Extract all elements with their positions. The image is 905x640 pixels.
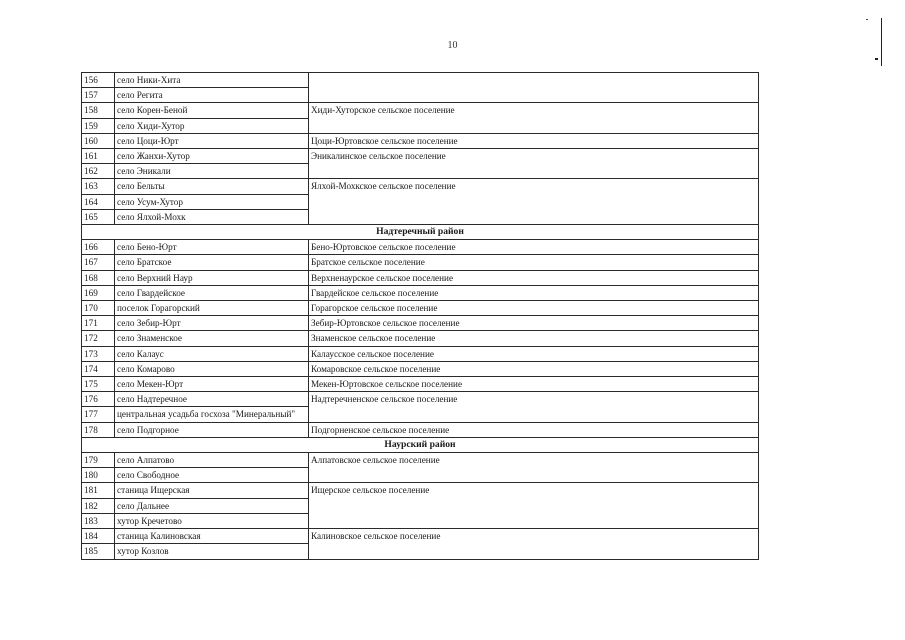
settlement-name: Зебир-Юртовское сельское поселение [309, 316, 759, 331]
row-number: 172 [82, 331, 115, 346]
settlement-name: Калиновское сельское поселение [309, 529, 759, 559]
table-row [82, 453, 759, 468]
locality-name: станица Калиновская [115, 529, 309, 544]
table-row [82, 285, 759, 300]
settlement-name: Мекен-Юртовское сельское поселение [309, 377, 759, 392]
locality-name: село Братское [115, 255, 309, 270]
settlement-name [309, 73, 759, 103]
settlement-name: Гвардейское сельское поселение [309, 285, 759, 300]
table-row [82, 346, 759, 361]
table-row [82, 301, 759, 316]
settlement-name: Подгорненское сельское поселение [309, 422, 759, 437]
row-number: 176 [82, 392, 115, 407]
locality-name: село Усум-Хутор [115, 194, 309, 209]
settlement-name: Надтеречненское сельское поселение [309, 392, 759, 422]
row-number: 166 [82, 240, 115, 255]
table-row [82, 103, 759, 118]
settlement-name: Ялхой-Мохкское сельское поселение [309, 179, 759, 225]
row-number: 167 [82, 255, 115, 270]
row-number: 185 [82, 544, 115, 559]
locality-name: село Зебир-Юрт [115, 316, 309, 331]
row-number: 173 [82, 346, 115, 361]
table-row [82, 149, 759, 164]
locality-name: село Бельты [115, 179, 309, 194]
row-number: 174 [82, 361, 115, 376]
table-row [82, 422, 759, 437]
row-number: 158 [82, 103, 115, 118]
district-title: Наурский район [82, 437, 759, 452]
table-row [82, 331, 759, 346]
locality-name: село Ники-Хита [115, 73, 309, 88]
settlement-name: Верхненаурское сельское поселение [309, 270, 759, 285]
locality-name: село Корен-Беной [115, 103, 309, 118]
page-number: 10 [447, 40, 458, 51]
settlement-name: Комаровское сельское поселение [309, 361, 759, 376]
row-number: 164 [82, 194, 115, 209]
row-number: 175 [82, 377, 115, 392]
row-number: 184 [82, 529, 115, 544]
district-title: Надтеречный район [82, 225, 759, 240]
row-number: 170 [82, 301, 115, 316]
settlement-name: Эникалинское сельское поселение [309, 149, 759, 179]
locality-name: станица Ищерская [115, 483, 309, 498]
table-row [82, 133, 759, 148]
table-row [82, 377, 759, 392]
locality-name: село Хиди-Хутор [115, 118, 309, 133]
locality-name: село Знаменское [115, 331, 309, 346]
table-row [82, 483, 759, 498]
locality-name: село Цоци-Юрт [115, 133, 309, 148]
row-number: 182 [82, 498, 115, 513]
locality-name: село Бено-Юрт [115, 240, 309, 255]
row-number: 163 [82, 179, 115, 194]
table-row [82, 255, 759, 270]
locality-name: село Гвардейское [115, 285, 309, 300]
settlement-name: Горагорское сельское поселение [309, 301, 759, 316]
register-body [82, 73, 759, 560]
locality-name: село Мекен-Юрт [115, 377, 309, 392]
table-row [82, 529, 759, 544]
locality-name: село Эникали [115, 164, 309, 179]
row-number: 178 [82, 422, 115, 437]
locality-name: село Ялхой-Мохк [115, 209, 309, 224]
row-number: 160 [82, 133, 115, 148]
table-row [82, 179, 759, 194]
district-header-row [82, 437, 759, 452]
row-number: 169 [82, 285, 115, 300]
locality-name: центральная усадьба госхоза "Минеральный" [115, 407, 309, 422]
row-number: 181 [82, 483, 115, 498]
row-number: 159 [82, 118, 115, 133]
locality-name: село Дальнее [115, 498, 309, 513]
table-row [82, 392, 759, 407]
table-row [82, 316, 759, 331]
table-row [82, 270, 759, 285]
settlement-name: Хиди-Хуторское сельское поселение [309, 103, 759, 133]
row-number: 157 [82, 88, 115, 103]
table-row [82, 240, 759, 255]
settlement-name: Бено-Юртовское сельское поселение [309, 240, 759, 255]
locality-name: село Свободное [115, 468, 309, 483]
row-number: 162 [82, 164, 115, 179]
locality-name: село Калаус [115, 346, 309, 361]
scan-artifact-dot [875, 58, 878, 60]
locality-name: село Подгорное [115, 422, 309, 437]
row-number: 156 [82, 73, 115, 88]
settlement-name: Цоци-Юртовское сельское поселение [309, 133, 759, 148]
locality-name: хутор Козлов [115, 544, 309, 559]
settlement-name: Знаменское сельское поселение [309, 331, 759, 346]
row-number: 171 [82, 316, 115, 331]
row-number: 168 [82, 270, 115, 285]
row-number: 161 [82, 149, 115, 164]
locality-name: село Верхний Наур [115, 270, 309, 285]
locality-name: село Надтеречное [115, 392, 309, 407]
row-number: 179 [82, 453, 115, 468]
row-number: 165 [82, 209, 115, 224]
scan-artifact-line [881, 18, 882, 66]
locality-name: село Регита [115, 88, 309, 103]
row-number: 177 [82, 407, 115, 422]
settlement-name: Калаусское сельское поселение [309, 346, 759, 361]
scan-artifact-tick [866, 19, 868, 20]
row-number: 180 [82, 468, 115, 483]
locality-name: поселок Горагорский [115, 301, 309, 316]
locality-name: село Алпатово [115, 453, 309, 468]
settlement-name: Братское сельское поселение [309, 255, 759, 270]
settlement-register-table [81, 72, 759, 560]
locality-name: село Комарово [115, 361, 309, 376]
locality-name: хутор Кречетово [115, 513, 309, 528]
table-row [82, 361, 759, 376]
settlement-name: Алпатовское сельское поселение [309, 453, 759, 483]
district-header-row [82, 225, 759, 240]
table-row [82, 73, 759, 88]
settlement-name: Ищерское сельское поселение [309, 483, 759, 529]
locality-name: село Жанхи-Хутор [115, 149, 309, 164]
row-number: 183 [82, 513, 115, 528]
